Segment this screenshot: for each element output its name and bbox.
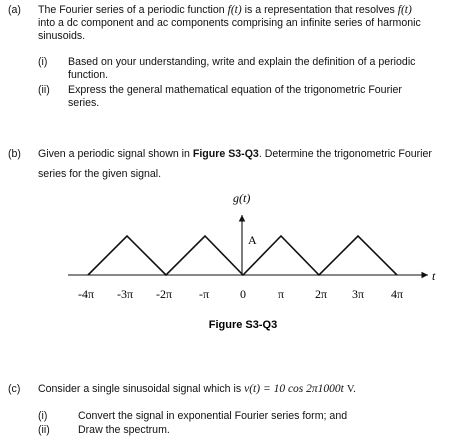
tick-label: π <box>277 287 285 301</box>
amplitude-label: A <box>248 233 257 247</box>
figure-caption: Figure S3-Q3 <box>208 319 278 331</box>
part-a-label: (a) <box>8 4 21 16</box>
part-c-item-2-text: Draw the spectrum. <box>78 424 170 436</box>
part-a-line-2: into a dc component and ac components comprising an infinite series of harmonic <box>38 17 421 29</box>
part-a-item-2-line-1: Express the general mathematical equation of the trigonometric Fourier <box>68 84 402 96</box>
part-b-text-1: Given a periodic signal shown in <box>38 148 190 160</box>
figure-s3-q3 <box>0 180 474 340</box>
tick-label: 0 <box>240 287 246 301</box>
part-b-label: (b) <box>8 148 21 160</box>
part-a-func2: f(t) <box>397 4 412 16</box>
part-c-label: (c) <box>8 383 21 395</box>
tick-label: 4π <box>390 287 404 301</box>
part-a-item-2-line-2: series. <box>68 97 100 109</box>
part-c-line-1 <box>38 383 468 396</box>
part-c-item-1-text: Convert the signal in exponential Fourier series form; and <box>78 410 348 422</box>
part-c-item-1-label: (i) <box>38 410 48 422</box>
tick-label: -4π <box>77 287 95 301</box>
part-c-unit: V. <box>346 384 356 395</box>
part-c-text-1: Consider a single sinusoidal signal which is <box>38 383 242 395</box>
tick-label: -3π <box>116 287 134 301</box>
tick-label: 2π <box>314 287 328 301</box>
part-b-line-2: series for the given signal. <box>38 168 162 180</box>
part-b-line-1 <box>38 148 468 161</box>
x-axis-label: t <box>432 269 436 283</box>
part-c-item-2-label: (ii) <box>38 424 50 436</box>
part-c-equation: v(t) = 10 cos 2π1000t <box>244 383 344 395</box>
part-a-item-1-line-1: Based on your understanding, write and explain the definition of a periodic <box>68 56 416 68</box>
tick-label: -2π <box>155 287 173 301</box>
part-a-line-3: sinusoids. <box>38 30 86 42</box>
part-a-item-1-label: (i) <box>38 56 48 68</box>
part-a-item-2-label: (ii) <box>38 84 50 96</box>
part-a-item-1-line-2: function. <box>68 69 109 81</box>
tick-label: 3π <box>351 287 365 301</box>
part-a-text-1: The Fourier series of a periodic function <box>38 4 225 16</box>
part-a-text-2: is a representation that resolves <box>244 4 395 16</box>
y-axis-label: g(t) <box>233 191 251 205</box>
tick-label: -π <box>198 287 210 301</box>
part-a-func: f(t) <box>227 4 242 16</box>
part-b-figure-ref: Figure S3-Q3 <box>192 148 259 160</box>
part-b-text-2: . Determine the trigonometric Fourier <box>258 148 432 160</box>
part-a-line-1 <box>38 4 468 17</box>
